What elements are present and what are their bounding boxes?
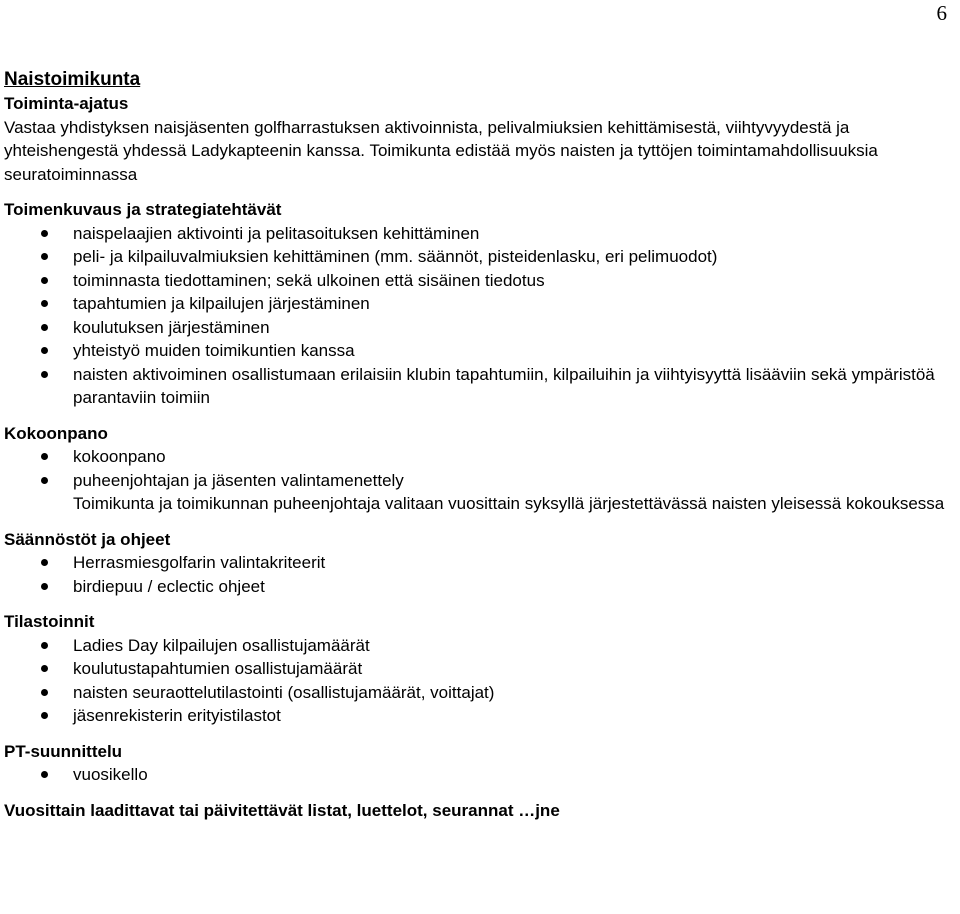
section-stats [4,610,954,728]
list-item: yhteistyö muiden toimikuntien kanssa [4,339,954,363]
section-heading-tasks: Toimenkuvaus ja strategiatehtävät [4,200,282,219]
list-item: birdiepuu / eclectic ohjeet [4,575,954,599]
section-heading-idea: Toiminta-ajatus [4,94,129,113]
section-idea [4,92,954,186]
list-item: toiminnasta tiedottaminen; sekä ulkoinen että sisäinen tiedotus [4,269,954,293]
list-item: peli- ja kilpailuvalmiuksien kehittäminen (mm. säännöt, pisteidenlasku, eri pelimuodot) [4,245,954,269]
planning-list [4,763,954,787]
list-item: puheenjohtajan ja jäsenten valintamenettely [4,469,954,493]
idea-text: Vastaa yhdistyksen naisjäsenten golfharrastuksen aktivoinnista, pelivalmiuksien kehittämisestä, viihtyvyydestä ja yhteishengestä yhdessä Ladykapteenin kanssa. Toimikunta edistää myös naisten ja tyttöjen toimintamahdollisuuksia seuratoiminnassa [4,117,878,184]
composition-note: Toimikunta ja toimikunnan puheenjohtaja valitaan vuosittain syksyllä järjestettävässä naisten yleisessä kokouksessa [73,494,945,513]
section-tasks [4,198,954,410]
list-item: naisten seuraottelutilastointi (osallistujamäärät, voittajat) [4,681,954,705]
rules-list [4,551,954,598]
list-item: koulutustapahtumien osallistujamäärät [4,657,954,681]
section-heading-stats: Tilastoinnit [4,612,95,631]
composition-list [4,445,954,492]
list-item: Herrasmiesgolfarin valintakriteerit [4,551,954,575]
list-item: Ladies Day kilpailujen osallistujamäärät [4,634,954,658]
section-composition [4,422,954,516]
list-item: naispelaajien aktivointi ja pelitasoituksen kehittäminen [4,222,954,246]
section-heading-planning: PT-suunnittelu [4,741,123,761]
document-body [4,68,954,822]
tasks-list [4,222,954,410]
section-heading-rules: Säännöstöt ja ohjeet [4,529,171,549]
list-item: vuosikello [4,763,954,787]
list-item: tapahtumien ja kilpailujen järjestäminen [4,292,954,316]
list-item: jäsenrekisterin erityistilastot [4,704,954,728]
section-planning [4,740,954,787]
document-title: Naistoimikunta [4,69,141,90]
list-item: kokoonpano [4,445,954,469]
section-rules [4,528,954,599]
page-number: 6 [936,1,947,25]
list-item: naisten aktivoiminen osallistumaan erilaisiin klubin tapahtumiin, kilpailuihin ja viihtyisyyttä lisääviin sekä ympäristöä parantaviin toimiin [4,363,954,410]
section-heading-composition: Kokoonpano [4,423,108,443]
section-heading-footer: Vuosittain laadittavat tai päivitettävät listat, luettelot, seurannat …jne [4,800,560,820]
section-footer [4,799,954,823]
stats-list [4,634,954,728]
list-item: koulutuksen järjestäminen [4,316,954,340]
